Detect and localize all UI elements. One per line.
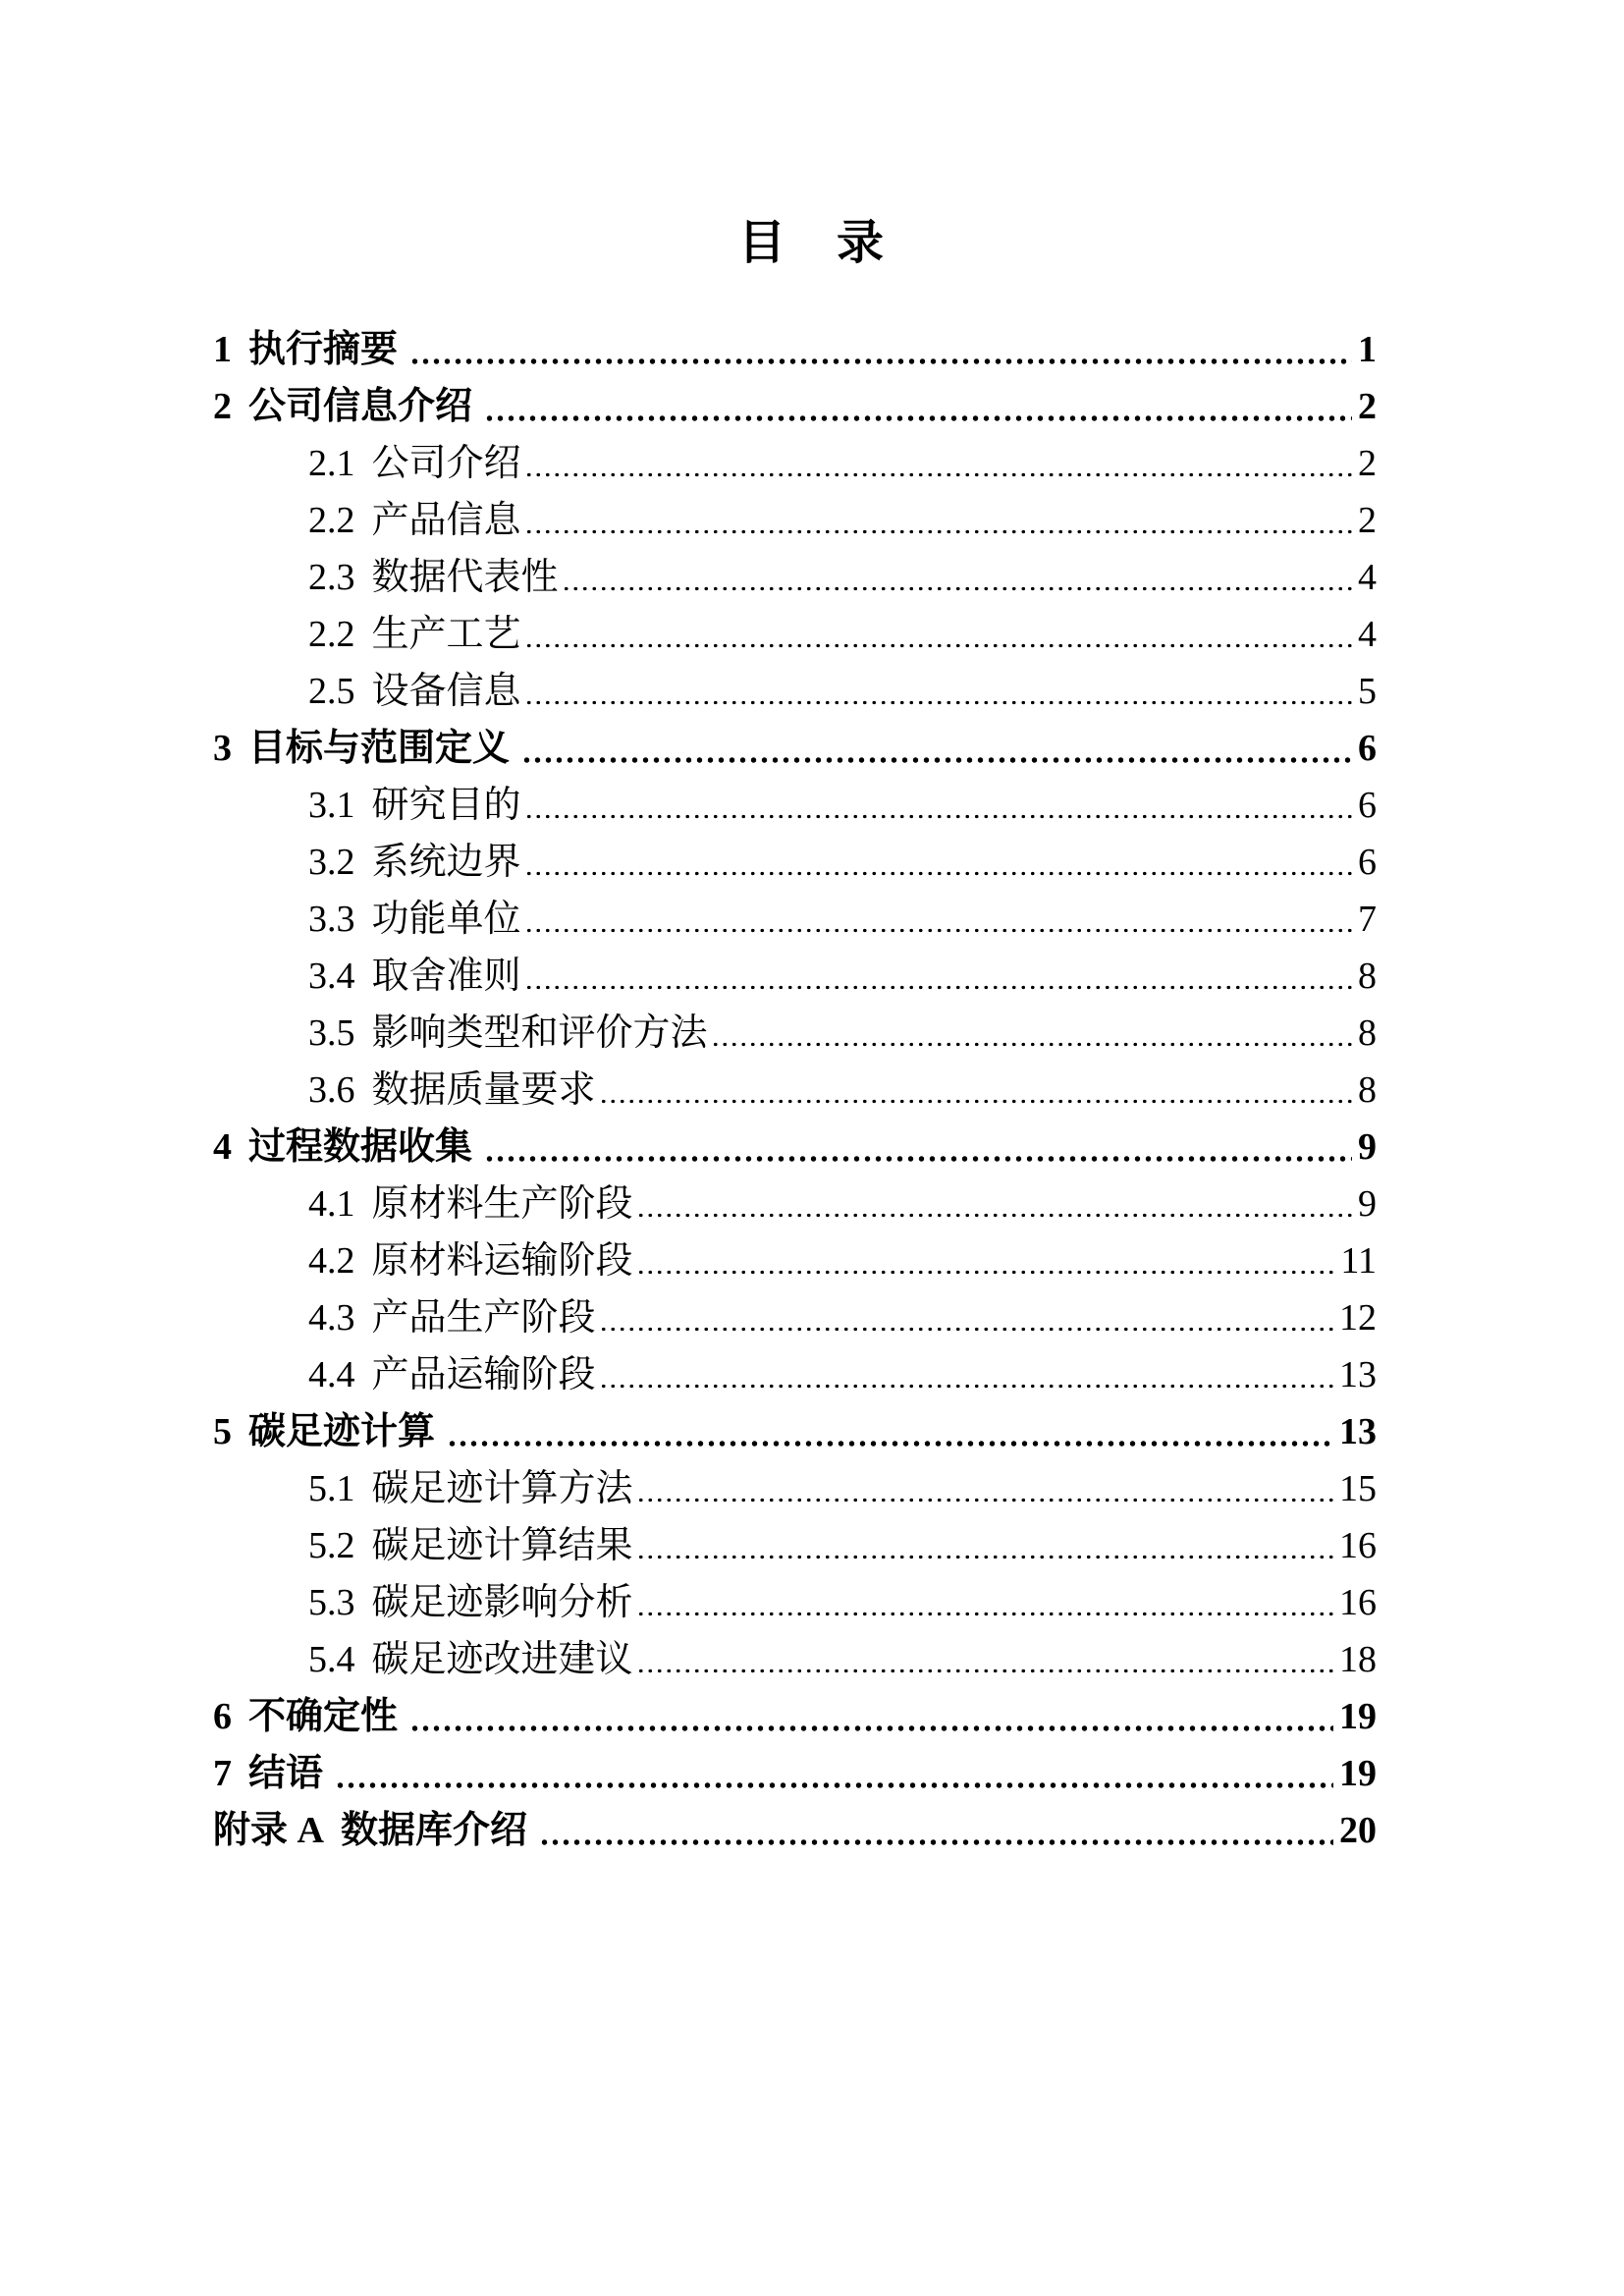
toc-entry-title: 碳足迹影响分析 — [371, 1581, 633, 1623]
toc-leader-dots — [524, 948, 1352, 1005]
toc-title: 目 录 — [737, 217, 886, 269]
toc-entry-page: 1 — [1358, 328, 1377, 370]
toc-entry[interactable] — [213, 378, 1377, 435]
toc-entry-page: 9 — [1358, 1182, 1377, 1225]
toc-entry-page: 5 — [1358, 670, 1377, 712]
toc-entry-page: 2 — [1358, 442, 1377, 484]
toc-entry-page: 18 — [1339, 1638, 1377, 1680]
toc-entry[interactable] — [213, 720, 1377, 777]
toc-entry-page: 7 — [1358, 898, 1377, 940]
toc-entry-page: 11 — [1340, 1239, 1377, 1282]
toc-entry-page: 13 — [1339, 1410, 1377, 1452]
toc-entry-number: 3.6 — [308, 1068, 355, 1111]
toc-entry-page: 8 — [1358, 1011, 1377, 1054]
toc-entry[interactable] — [213, 1688, 1377, 1745]
toc-entry-number: 5 — [213, 1410, 232, 1452]
toc-entry-title: 过程数据收集 — [248, 1125, 473, 1168]
toc-leader-dots — [524, 663, 1352, 720]
toc-entry-title: 结语 — [248, 1752, 324, 1794]
toc-entry[interactable] — [213, 1403, 1377, 1460]
toc-entry-title: 取舍准则 — [371, 955, 521, 997]
toc-leader-dots — [447, 1403, 1333, 1460]
toc-leader-dots — [636, 1175, 1352, 1232]
toc-entry-number: 3.1 — [308, 784, 355, 826]
toc-entry-page: 15 — [1339, 1467, 1377, 1509]
toc-entry-title: 碳足迹计算结果 — [371, 1524, 633, 1566]
toc-leader-dots — [484, 378, 1352, 435]
toc-entry[interactable] — [213, 492, 1377, 549]
toc-entry-page: 19 — [1339, 1695, 1377, 1737]
toc-entry-number: 4 — [213, 1125, 232, 1168]
toc-leader-dots — [636, 1517, 1333, 1574]
toc-entry[interactable] — [213, 1119, 1377, 1175]
toc-entry[interactable] — [213, 891, 1377, 948]
toc-entry-page: 8 — [1358, 955, 1377, 997]
toc-entry-page: 6 — [1358, 841, 1377, 883]
toc-leader-dots — [599, 1289, 1333, 1346]
toc-entry-title: 影响类型和评价方法 — [371, 1011, 708, 1054]
toc-entry[interactable] — [213, 549, 1377, 606]
toc-entry-number: 附录 A — [213, 1809, 324, 1851]
toc-leader-dots — [562, 549, 1352, 606]
toc-entry-page: 19 — [1339, 1752, 1377, 1794]
toc-entry-title: 设备信息 — [371, 670, 521, 712]
toc-entry-title: 研究目的 — [371, 784, 521, 826]
toc-entry[interactable] — [213, 1517, 1377, 1574]
toc-entry-title: 公司介绍 — [371, 442, 521, 484]
toc-entry-number: 3.2 — [308, 841, 355, 883]
toc-entry-title: 系统边界 — [371, 841, 521, 883]
toc-entry-title: 执行摘要 — [248, 328, 399, 370]
toc-leader-dots — [524, 777, 1352, 834]
toc-entry-title: 生产工艺 — [371, 613, 521, 655]
toc-entry-title: 原材料生产阶段 — [371, 1182, 633, 1225]
toc-entry-title: 碳足迹计算方法 — [371, 1467, 633, 1509]
toc-entry-number: 4.4 — [308, 1353, 355, 1395]
toc-entry-title: 不确定性 — [248, 1695, 399, 1737]
toc-entry-page: 16 — [1339, 1581, 1377, 1623]
toc-entry[interactable] — [213, 1460, 1377, 1517]
toc-entry[interactable] — [213, 777, 1377, 834]
toc-leader-dots — [524, 606, 1352, 663]
toc-entry-title: 产品运输阶段 — [371, 1353, 596, 1395]
toc-entry-number: 5.2 — [308, 1524, 355, 1566]
toc-entry-title: 功能单位 — [371, 898, 521, 940]
toc-leader-dots — [539, 1802, 1333, 1859]
toc-entry-title: 碳足迹改进建议 — [371, 1638, 633, 1680]
toc-leader-dots — [636, 1232, 1335, 1289]
toc-leader-dots — [711, 1005, 1352, 1062]
toc-entry[interactable] — [213, 1631, 1377, 1688]
toc-entry[interactable] — [213, 1346, 1377, 1403]
toc-entry[interactable] — [213, 1005, 1377, 1062]
toc-leader-dots — [599, 1346, 1333, 1403]
toc-entry-title: 碳足迹计算 — [248, 1410, 436, 1452]
toc-entry[interactable] — [213, 1574, 1377, 1631]
toc-entry-title: 原材料运输阶段 — [371, 1239, 633, 1282]
toc-entry-page: 9 — [1358, 1125, 1377, 1168]
toc-entry-number: 7 — [213, 1752, 232, 1794]
toc-entry[interactable] — [213, 1289, 1377, 1346]
toc-entry-number: 6 — [213, 1695, 232, 1737]
toc-entry[interactable] — [213, 321, 1377, 378]
toc-entry-number: 4.1 — [308, 1182, 355, 1225]
toc-list — [213, 321, 1377, 1859]
toc-leader-dots — [409, 1688, 1333, 1745]
toc-entry-number: 2.2 — [308, 613, 355, 655]
toc-leader-dots — [524, 891, 1352, 948]
toc-entry-page: 4 — [1358, 613, 1377, 655]
toc-entry-title: 数据质量要求 — [371, 1068, 596, 1111]
toc-entry-page: 12 — [1339, 1296, 1377, 1339]
toc-entry-title: 产品信息 — [371, 499, 521, 541]
toc-leader-dots — [524, 435, 1352, 492]
toc-entry[interactable] — [213, 834, 1377, 891]
toc-entry-number: 2.2 — [308, 499, 355, 541]
toc-entry-page: 8 — [1358, 1068, 1377, 1111]
toc-entry-page: 6 — [1358, 784, 1377, 826]
toc-leader-dots — [524, 492, 1352, 549]
toc-entry-number: 2.3 — [308, 556, 355, 598]
toc-entry[interactable] — [213, 948, 1377, 1005]
toc-entry[interactable] — [213, 606, 1377, 663]
toc-entry-number: 5.3 — [308, 1581, 355, 1623]
toc-leader-dots — [409, 321, 1352, 378]
toc-entry-number: 4.2 — [308, 1239, 355, 1282]
toc-entry-number: 1 — [213, 328, 232, 370]
toc-entry-number: 2 — [213, 385, 232, 427]
toc-leader-dots — [636, 1631, 1333, 1688]
toc-entry-number: 3 — [213, 727, 232, 769]
toc-leader-dots — [521, 720, 1352, 777]
toc-entry-page: 16 — [1339, 1524, 1377, 1566]
toc-entry-number: 2.1 — [308, 442, 355, 484]
toc-entry-title: 数据库介绍 — [340, 1809, 527, 1851]
toc-entry-page: 13 — [1339, 1353, 1377, 1395]
toc-entry[interactable] — [213, 1802, 1377, 1859]
toc-leader-dots — [524, 834, 1352, 891]
toc-entry[interactable] — [213, 663, 1377, 720]
toc-entry-number: 3.5 — [308, 1011, 355, 1054]
toc-entry-number: 2.5 — [308, 670, 355, 712]
toc-entry-page: 20 — [1339, 1809, 1377, 1851]
toc-leader-dots — [335, 1745, 1333, 1802]
toc-entry[interactable] — [213, 1745, 1377, 1802]
toc-entry[interactable] — [213, 1232, 1377, 1289]
toc-entry[interactable] — [213, 1175, 1377, 1232]
toc-entry-number: 5.1 — [308, 1467, 355, 1509]
toc-entry-page: 6 — [1358, 727, 1377, 769]
toc-entry-title: 公司信息介绍 — [248, 385, 473, 427]
toc-entry-number: 5.4 — [308, 1638, 355, 1680]
toc-entry-number: 3.3 — [308, 898, 355, 940]
toc-entry[interactable] — [213, 435, 1377, 492]
toc-leader-dots — [636, 1460, 1333, 1517]
toc-entry-page: 2 — [1358, 385, 1377, 427]
toc-entry-title: 产品生产阶段 — [371, 1296, 596, 1339]
toc-entry-page: 2 — [1358, 499, 1377, 541]
toc-entry-title: 目标与范围定义 — [248, 727, 511, 769]
toc-entry[interactable] — [213, 1062, 1377, 1119]
toc-entry-page: 4 — [1358, 556, 1377, 598]
toc-leader-dots — [636, 1574, 1333, 1631]
toc-entry-number: 3.4 — [308, 955, 355, 997]
toc-entry-number: 4.3 — [308, 1296, 355, 1339]
toc-leader-dots — [599, 1062, 1352, 1119]
toc-leader-dots — [484, 1119, 1352, 1175]
toc-entry-title: 数据代表性 — [371, 556, 559, 598]
